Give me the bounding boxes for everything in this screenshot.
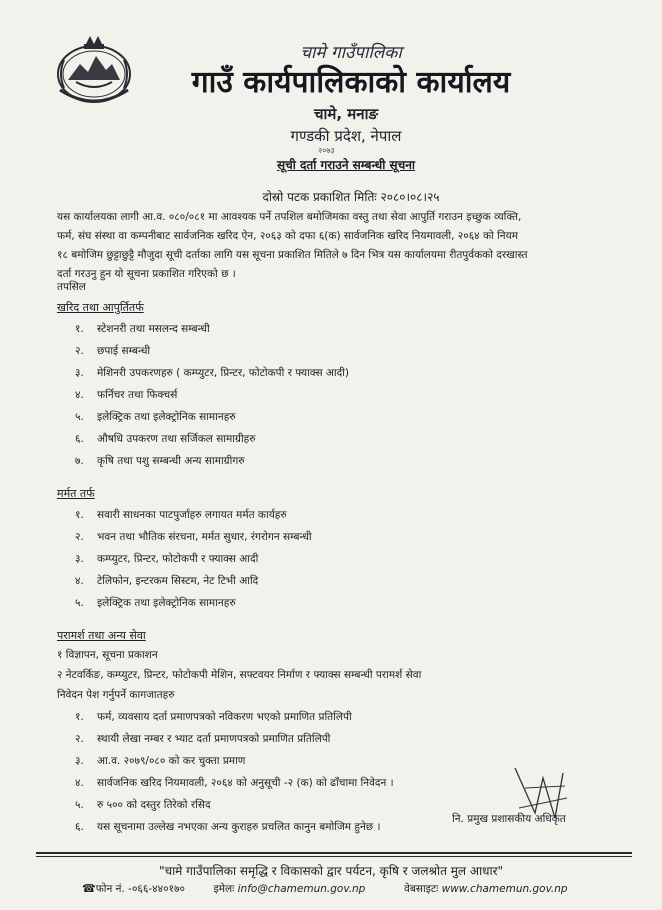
list-item: १. फर्म, व्यवसाय दर्ता प्रमाणपत्रको नविकरण भएको प्रमाणित प्रतिलिपी — [75, 711, 352, 723]
list-item: १ विज्ञापन, सूचना प्रकाशन — [57, 649, 158, 661]
list-item: ४. टेलिफोन, इन्टरकम सिस्टम, नेट टिभी आदि — [75, 575, 259, 587]
list-item: ६. औषधि उपकरण तथा सर्जिकल सामाग्रीहरु — [75, 433, 256, 445]
office-province: गण्डकी प्रदेश, नेपाल — [290, 127, 402, 145]
footer-divider — [36, 856, 632, 857]
municipality-name: चामे गाउँपालिका — [300, 43, 402, 63]
office-location: चामे, मनाङ — [313, 105, 379, 123]
signatory-title: नि. प्रमुख प्रशासकीय अधिकृत — [452, 813, 566, 825]
list-item: ३. मेशिनरी उपकरणहरु ( कम्प्युटर, प्रिन्टर, फोटोकपी र फ्याक्स आदी) — [75, 367, 350, 379]
website-link[interactable]: www.chamemun.gov.np — [441, 883, 568, 895]
list-item: २. छपाई सम्बन्धी — [75, 345, 151, 357]
footer-contact — [82, 882, 568, 896]
office-name: गाउँ कार्यपालिकाको कार्यालय — [191, 65, 511, 100]
footer-divider — [36, 852, 632, 854]
tapasil-label: तपसिल — [57, 281, 86, 293]
email-label: इमेलः — [213, 883, 235, 895]
footer-motto: "चामे गाउँपालिका समृद्धि र विकासको द्वार पर्यटन, कृषि र जलश्रोत मुल आधार" — [158, 864, 504, 878]
email-link[interactable]: info@chamemun.gov.np — [237, 883, 366, 895]
intro-line: फर्म, संघ संस्था वा कम्पनीबाट सार्वजनिक खरिद ऐन, २०६३ को दफा ६(क) सार्वजनिक खरिद नियमावली, २०६४ को नियम — [57, 230, 519, 242]
intro-line: दर्ता गरउनु हुन यो सूचना प्रकाशित गरिएको छ । — [57, 268, 236, 280]
list-item: ७. कृषि तथा पशु सम्बन्धी अन्य सामाग्रीगरु — [75, 455, 245, 467]
list-item: ५. रु ५०० को दस्तुर तिरेको रसिद — [75, 799, 211, 811]
list-item: ४. फर्निचर तथा फिक्चर्स — [75, 389, 178, 401]
list-item: ५. इलेक्ट्रिक तथा इलेक्ट्रोनिक सामानहरु — [75, 411, 236, 423]
purchase-section-title: खरिद तथा आपुर्तितर्फ — [57, 301, 144, 314]
notice-subject: सूची दर्ता गराउने सम्बन्धी सूचना — [276, 158, 416, 172]
phone-number: फोन नं. -०६६-४४०१७० — [95, 883, 185, 895]
list-item: २ नेटवर्किङ, कम्प्युटर, प्रिन्टर, फोटोकपी मेशिन, सफ्टवयर निर्माण र फ्याक्स सम्बन्धी परामर्श सेवा — [57, 669, 422, 681]
list-item: ६. यस सूचनामा उल्लेख नभएका अन्य कुराहरु प्रचलित कानुन बमोजिम हुनेछ । — [75, 821, 381, 833]
intro-paragraph — [57, 208, 617, 284]
consulting-section-title: परामर्श तथा अन्य सेवा — [57, 629, 146, 642]
documents-section-title: निवेदन पेश गर्नुपर्ने कागजातहरु — [57, 689, 175, 701]
website-label: वेबसाइटः — [404, 883, 439, 895]
repair-section-title: मर्मत तर्फ — [57, 487, 95, 500]
stamp-year: २०७३ — [318, 146, 335, 155]
list-item: ५. इलेक्ट्रिक तथा इलेक्ट्रोनिक सामानहरु — [75, 597, 236, 609]
list-item: ३. कम्प्युटर, प्रिन्टर, फोटोकपी र फ्याक्स आदी — [75, 553, 259, 565]
intro-line: १८ बमोजिम छुट्टाछुट्टै मौजुदा सूची दर्ताका लागि यस सूचना प्रकाशित मितिले ७ दिन भित्र यस कार्यालयमा रीतपुर्वकको दरखास्त — [57, 249, 528, 261]
list-item: २. भवन तथा भौतिक संरचना, मर्मत सुधार, रंगरोगन सम्बन्धी — [75, 531, 312, 543]
list-item: ४. सार्वजनिक खरिद नियमावली, २०६४ को अनुसूची -२ (क) को ढाँचामा निवेदन । — [75, 777, 394, 789]
list-item: १. स्टेशनरी तथा मसलन्द सम्बन्धी — [75, 323, 210, 335]
list-item: १. सवारी साधनका पाटपुर्जाहरु लगायत मर्मत कार्यहरु — [75, 509, 287, 521]
published-date: दोस्रो पटक प्रकाशित मितिः २०८०।०८।२५ — [262, 190, 440, 204]
list-item: ३. आ.व. २०७९/०८० को कर चुक्ता प्रमाण — [75, 755, 246, 767]
telephone-icon: ☎ — [82, 882, 96, 895]
list-item: २. स्थायी लेखा नम्बर र भ्याट दर्ता प्रमाणपत्रको प्रमाणित प्रतिलिपी — [75, 733, 331, 745]
intro-line: यस कार्यालयका लागी आ.व. ०८०/०८१ मा आवश्यक पर्ने तपशिल बमोजिमका वस्तु तथा सेवा आपुर्ति गराउन इच्छुक व्यक्ति, — [57, 211, 522, 223]
